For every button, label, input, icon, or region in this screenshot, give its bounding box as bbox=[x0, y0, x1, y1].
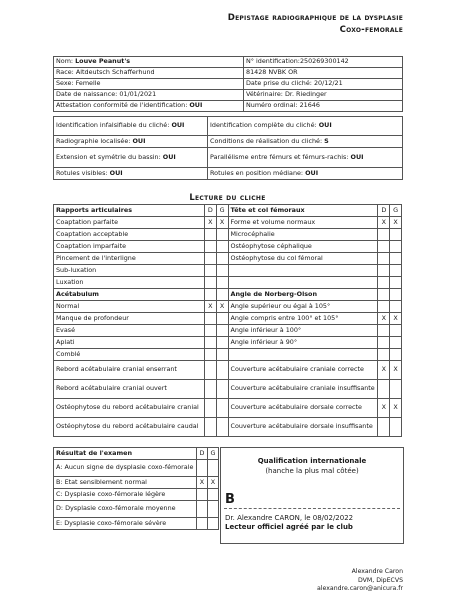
col-g-header: G bbox=[216, 205, 228, 217]
norberg-d bbox=[378, 289, 390, 301]
result-d-mark bbox=[197, 501, 208, 518]
race-value: Altdeutsch Schafferhund bbox=[75, 68, 155, 77]
document-header bbox=[228, 12, 403, 36]
left-g-mark bbox=[216, 361, 228, 380]
result-d-mark: X bbox=[197, 477, 208, 489]
table-row bbox=[54, 349, 402, 361]
result-g-mark: X bbox=[208, 477, 219, 489]
left-g-mark bbox=[216, 399, 228, 418]
sex-label: Sexe: bbox=[56, 79, 76, 88]
right-criterion: Microcéphalie bbox=[228, 229, 378, 241]
col-g-header-right: G bbox=[390, 205, 402, 217]
acetabulum-d bbox=[204, 289, 216, 301]
result-grade-label: D: Dysplasie coxo-fémorale moyenne bbox=[54, 501, 197, 518]
col-d-header: D bbox=[204, 205, 216, 217]
qualification-grade: B bbox=[225, 492, 235, 507]
qualification-title: Qualification internationale bbox=[257, 457, 367, 465]
left-d-mark bbox=[204, 399, 216, 418]
right-g-mark bbox=[390, 229, 402, 241]
right-criterion: Couverture acétabulaire dorsale insuffisante bbox=[228, 418, 378, 437]
quality-r1-right-label: Identification complète du cliché: bbox=[210, 121, 319, 130]
result-col-g: G bbox=[208, 448, 219, 460]
quality-r1-right-value: OUI bbox=[318, 121, 332, 130]
result-grade-label: C: Dysplasie coxo-fémorale légère bbox=[54, 489, 197, 501]
lecture-title: Lecture du cliche bbox=[189, 192, 266, 202]
result-col-d: D bbox=[197, 448, 208, 460]
attestation-value: OUI bbox=[189, 101, 203, 110]
result-g-mark bbox=[208, 501, 219, 518]
ordinal-value: 21646 bbox=[299, 101, 320, 110]
right-g-mark: X bbox=[390, 399, 402, 418]
vet-cell bbox=[244, 90, 403, 101]
id-value: 250269300142 bbox=[299, 57, 349, 66]
name-cell bbox=[54, 57, 244, 68]
right-criterion: Couverture acétabulaire craniale insuffisante bbox=[228, 380, 378, 399]
left-criterion: Pincement de l'interligne bbox=[54, 253, 205, 265]
right-g-mark bbox=[390, 241, 402, 253]
quality-r3-right-label: Parallélisme entre fémurs et fémurs-rachis: bbox=[210, 152, 351, 161]
quality-r1-left bbox=[54, 117, 208, 136]
dob-label: Date de naissance: bbox=[56, 90, 120, 99]
right-criterion: Angle inférieur à 100° bbox=[228, 325, 378, 337]
left-d-mark: X bbox=[204, 217, 216, 229]
right-criterion: Ostéophytose du col fémoral bbox=[228, 253, 378, 265]
right-criterion: Angle compris entre 100° et 105° bbox=[228, 313, 378, 325]
left-d-mark bbox=[204, 349, 216, 361]
table-row bbox=[54, 217, 402, 229]
qualification-box bbox=[220, 447, 404, 544]
table-row bbox=[54, 277, 402, 289]
right-d-mark bbox=[378, 325, 390, 337]
right-criterion: Angle inférieur à 90° bbox=[228, 337, 378, 349]
left-d-mark bbox=[204, 337, 216, 349]
left-g-mark bbox=[216, 380, 228, 399]
race-label: Race: bbox=[56, 68, 76, 77]
header-title-line2: Coxo-femorale bbox=[339, 25, 403, 35]
right-g-mark bbox=[390, 301, 402, 313]
rapports-header: Rapports articulaires bbox=[54, 205, 205, 217]
result-g-mark bbox=[208, 489, 219, 501]
right-d-mark bbox=[378, 265, 390, 277]
left-criterion: Rebord acétabulaire cranial enserrant bbox=[54, 361, 205, 380]
result-row bbox=[54, 501, 219, 518]
left-criterion: Comblé bbox=[54, 349, 205, 361]
right-g-mark: X bbox=[390, 313, 402, 325]
attestation-label: Attestation conformité de l'identification: bbox=[56, 101, 190, 110]
right-d-mark bbox=[378, 418, 390, 437]
dob-cell bbox=[54, 90, 244, 101]
result-d-mark bbox=[197, 489, 208, 501]
vet-value: Dr. Riedinger bbox=[285, 90, 327, 99]
left-g-mark bbox=[216, 277, 228, 289]
acetabulum-g bbox=[216, 289, 228, 301]
left-criterion: Ostéophytose du rebord acétabulaire cranial bbox=[54, 399, 205, 418]
col-d-header-right: D bbox=[378, 205, 390, 217]
dob-value: 01/01/2021 bbox=[119, 90, 157, 99]
quality-r4-left bbox=[54, 168, 208, 180]
left-g-mark bbox=[216, 325, 228, 337]
right-d-mark bbox=[378, 253, 390, 265]
table-row bbox=[54, 241, 402, 253]
table-row bbox=[54, 399, 402, 418]
qualification-subtitle: (hanche la plus mal côtée) bbox=[265, 467, 359, 475]
quality-r1-right bbox=[208, 117, 403, 136]
vet-label: Vétérinaire: bbox=[246, 90, 285, 99]
right-g-mark bbox=[390, 349, 402, 361]
left-g-mark: X bbox=[216, 301, 228, 313]
reader-line: Lecteur officiel agréé par le club bbox=[225, 523, 353, 531]
signature-line: Dr. Alexandre CARON, le 08/02/2022 bbox=[225, 514, 354, 522]
left-g-mark bbox=[216, 313, 228, 325]
identity-table bbox=[53, 56, 403, 112]
result-table bbox=[53, 447, 219, 530]
footer-email: alexandre.caron@anicura.fr bbox=[317, 585, 403, 593]
quality-r1-left-label: Identification infalsifiable du cliché: bbox=[56, 121, 172, 130]
result-grade-label: A: Aucun signe de dysplasie coxo-fémorale bbox=[54, 460, 197, 477]
quality-r2-right-label: Conditions de réalisation du cliché: bbox=[210, 136, 325, 145]
right-g-mark bbox=[390, 418, 402, 437]
left-d-mark bbox=[204, 241, 216, 253]
footer-title: DVM, DipECVS bbox=[358, 576, 403, 584]
table-row bbox=[54, 418, 402, 437]
left-criterion: Normal bbox=[54, 301, 205, 313]
left-criterion: Coaptation acceptable bbox=[54, 229, 205, 241]
result-header: Résultat de l'examen bbox=[54, 448, 197, 460]
lof-cell bbox=[244, 68, 403, 79]
quality-r4-left-value: OUI bbox=[109, 168, 123, 177]
quality-r2-left bbox=[54, 136, 208, 148]
table-row bbox=[54, 361, 402, 380]
left-d-mark bbox=[204, 277, 216, 289]
right-g-mark: X bbox=[390, 361, 402, 380]
quality-r2-right-value: S bbox=[324, 136, 329, 145]
right-g-mark bbox=[390, 277, 402, 289]
right-g-mark bbox=[390, 380, 402, 399]
right-criterion bbox=[228, 265, 378, 277]
date-cliche-value: 20/12/21 bbox=[313, 79, 343, 88]
result-d-mark bbox=[197, 460, 208, 477]
lof-value: 81428 NVBK OR bbox=[246, 68, 298, 77]
right-d-mark bbox=[378, 337, 390, 349]
right-d-mark: X bbox=[378, 361, 390, 380]
signature-divider bbox=[224, 508, 400, 509]
left-d-mark bbox=[204, 229, 216, 241]
reading-table bbox=[53, 204, 402, 437]
quality-r3-right-value: OUI bbox=[350, 152, 364, 161]
quality-r2-left-label: Radiographie localisée: bbox=[56, 136, 133, 145]
table-row bbox=[54, 325, 402, 337]
norberg-g bbox=[390, 289, 402, 301]
result-grade-label: E: Dysplasie coxo-fémorale sévère bbox=[54, 518, 197, 530]
race-cell bbox=[54, 68, 244, 79]
table-row bbox=[54, 337, 402, 349]
left-criterion: Luxation bbox=[54, 277, 205, 289]
right-criterion: Ostéophytose céphalique bbox=[228, 241, 378, 253]
ordinal-label: Numéro ordinal: bbox=[246, 101, 300, 110]
left-criterion: Aplati bbox=[54, 337, 205, 349]
result-row bbox=[54, 477, 219, 489]
quality-r1-left-value: OUI bbox=[171, 121, 185, 130]
left-g-mark bbox=[216, 418, 228, 437]
table-row bbox=[54, 313, 402, 325]
quality-r4-right bbox=[208, 168, 403, 180]
quality-r2-left-value: OUI bbox=[132, 136, 146, 145]
left-g-mark bbox=[216, 241, 228, 253]
ordinal-cell bbox=[244, 101, 403, 112]
table-row bbox=[54, 380, 402, 399]
quality-r4-right-label: Rotules en position médiane: bbox=[210, 168, 306, 177]
quality-table bbox=[53, 116, 403, 180]
quality-r4-left-label: Rotules visibles: bbox=[56, 168, 110, 177]
quality-r3-left-value: OUI bbox=[162, 152, 176, 161]
left-g-mark bbox=[216, 229, 228, 241]
left-g-mark bbox=[216, 337, 228, 349]
result-g-mark bbox=[208, 460, 219, 477]
name-label: Nom: bbox=[56, 57, 76, 66]
right-criterion: Forme et volume normaux bbox=[228, 217, 378, 229]
result-d-mark bbox=[197, 518, 208, 530]
quality-r2-right bbox=[208, 136, 403, 148]
right-criterion bbox=[228, 277, 378, 289]
table-row bbox=[54, 229, 402, 241]
left-criterion: Coaptation parfaite bbox=[54, 217, 205, 229]
left-d-mark bbox=[204, 361, 216, 380]
tete-col-header: Tête et col fémoraux bbox=[228, 205, 378, 217]
result-grade-label: B: Etat sensiblement normal bbox=[54, 477, 197, 489]
right-d-mark bbox=[378, 277, 390, 289]
right-d-mark: X bbox=[378, 217, 390, 229]
left-d-mark bbox=[204, 313, 216, 325]
right-g-mark bbox=[390, 325, 402, 337]
attestation-cell bbox=[54, 101, 244, 112]
right-d-mark: X bbox=[378, 399, 390, 418]
left-criterion: Rebord acétabulaire cranial ouvert bbox=[54, 380, 205, 399]
norberg-header: Angle de Norberg-Olson bbox=[228, 289, 378, 301]
right-d-mark bbox=[378, 349, 390, 361]
left-criterion: Coaptation imparfaite bbox=[54, 241, 205, 253]
quality-r3-left bbox=[54, 148, 208, 168]
left-g-mark bbox=[216, 349, 228, 361]
sex-value: Femelle bbox=[75, 79, 101, 88]
right-d-mark: X bbox=[378, 313, 390, 325]
right-criterion: Angle supérieur ou égal à 105° bbox=[228, 301, 378, 313]
date-cliche-cell bbox=[244, 79, 403, 90]
left-criterion: Evasé bbox=[54, 325, 205, 337]
date-cliche-label: Date prise du cliché: bbox=[246, 79, 314, 88]
right-criterion: Couverture acétabulaire dorsale correcte bbox=[228, 399, 378, 418]
left-g-mark bbox=[216, 253, 228, 265]
left-g-mark: X bbox=[216, 217, 228, 229]
left-criterion: Sub-luxation bbox=[54, 265, 205, 277]
result-row bbox=[54, 460, 219, 477]
left-criterion: Manque de profondeur bbox=[54, 313, 205, 325]
id-label: N° identification: bbox=[246, 57, 300, 66]
quality-r4-right-value: OUI bbox=[305, 168, 319, 177]
left-d-mark bbox=[204, 253, 216, 265]
table-row bbox=[54, 301, 402, 313]
quality-r3-left-label: Extension et symétrie du bassin: bbox=[56, 152, 163, 161]
left-d-mark bbox=[204, 265, 216, 277]
acetabulum-header: Acétabulum bbox=[54, 289, 205, 301]
left-d-mark bbox=[204, 418, 216, 437]
result-g-mark bbox=[208, 518, 219, 530]
right-g-mark bbox=[390, 253, 402, 265]
name-value: Louve Peanut's bbox=[75, 57, 131, 66]
result-row bbox=[54, 518, 219, 530]
right-d-mark bbox=[378, 301, 390, 313]
left-d-mark: X bbox=[204, 301, 216, 313]
table-row bbox=[54, 253, 402, 265]
right-d-mark bbox=[378, 241, 390, 253]
footer-signature bbox=[317, 568, 403, 594]
quality-r3-right bbox=[208, 148, 403, 168]
right-d-mark bbox=[378, 229, 390, 241]
id-cell bbox=[244, 57, 403, 68]
left-criterion: Ostéophytose du rebord acétabulaire caudal bbox=[54, 418, 205, 437]
right-g-mark: X bbox=[390, 217, 402, 229]
right-g-mark bbox=[390, 337, 402, 349]
left-d-mark bbox=[204, 325, 216, 337]
left-d-mark bbox=[204, 380, 216, 399]
table-row bbox=[54, 265, 402, 277]
right-criterion: Couverture acétabulaire craniale correcte bbox=[228, 361, 378, 380]
sex-cell bbox=[54, 79, 244, 90]
right-criterion bbox=[228, 349, 378, 361]
left-g-mark bbox=[216, 265, 228, 277]
right-d-mark bbox=[378, 380, 390, 399]
right-g-mark bbox=[390, 265, 402, 277]
footer-name: Alexandre Caron bbox=[351, 568, 403, 575]
result-row bbox=[54, 489, 219, 501]
header-title-line1: Depistage radiographique de la dysplasie bbox=[227, 13, 403, 23]
